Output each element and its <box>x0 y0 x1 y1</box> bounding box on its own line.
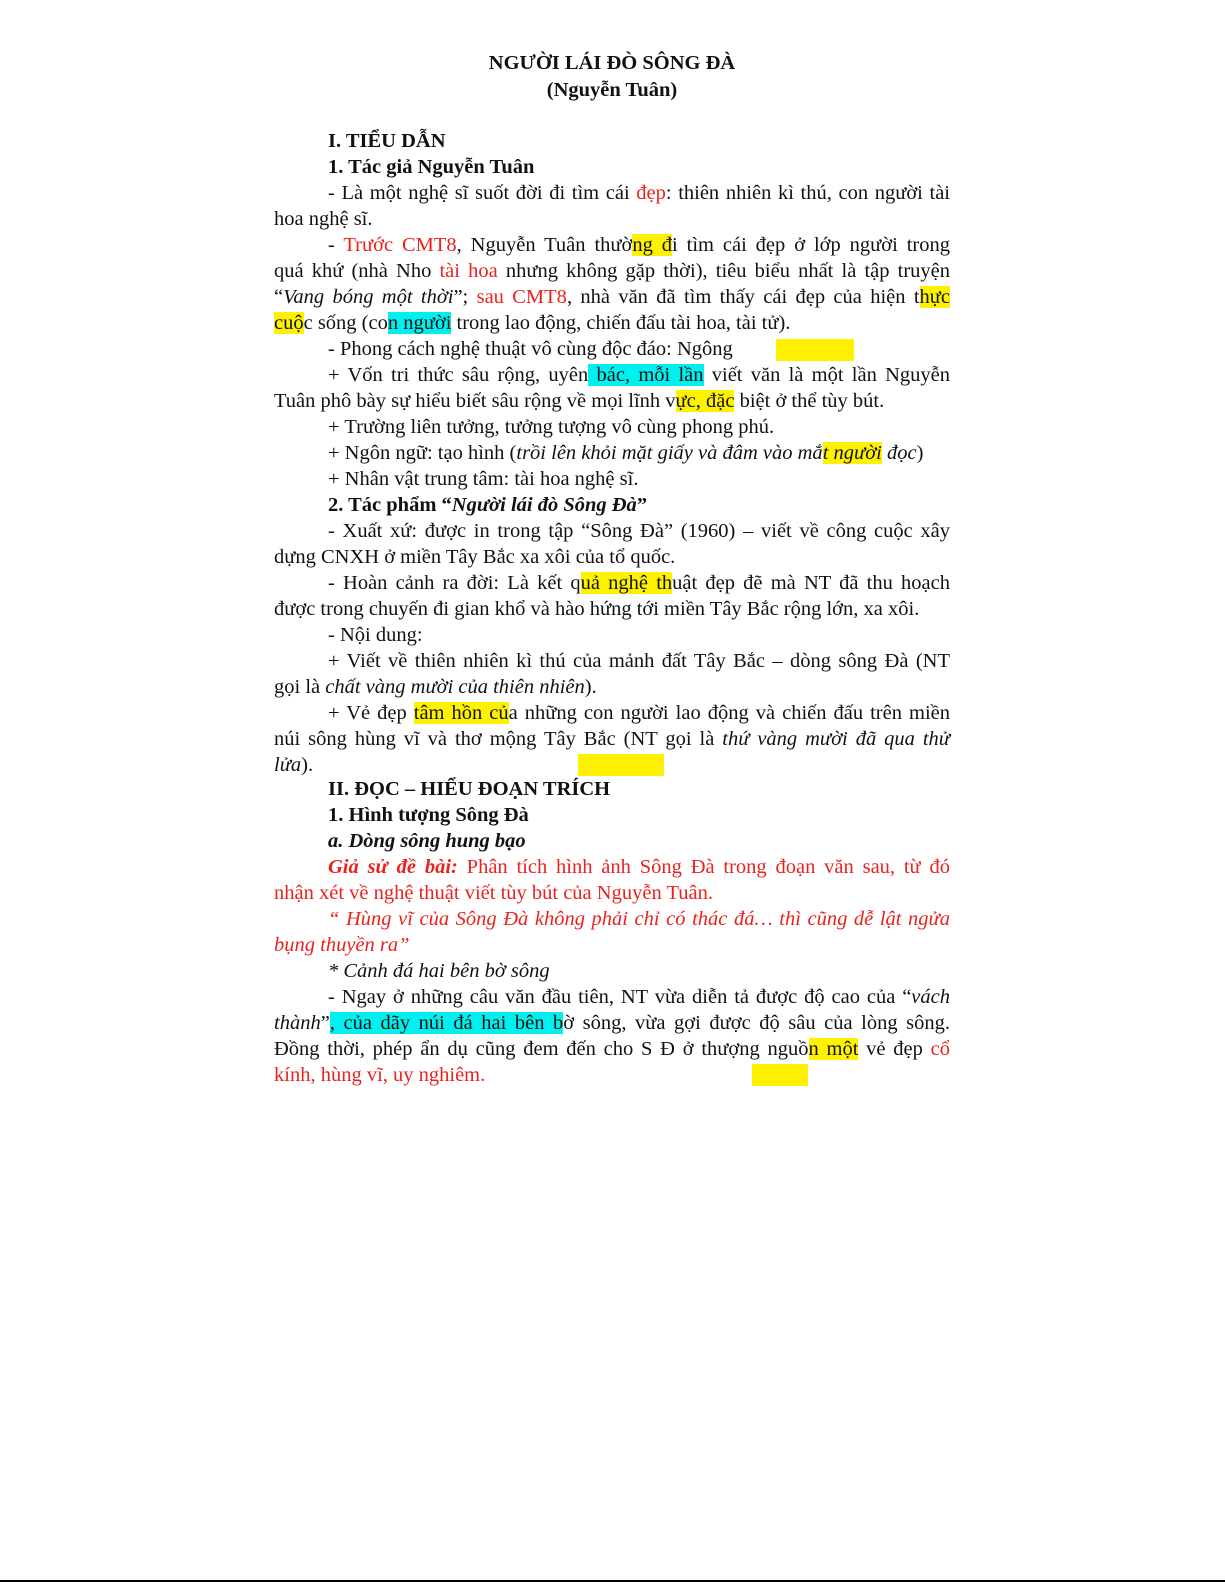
paragraph-line: - Nội dung: <box>328 624 423 646</box>
paragraph-line: + Viết về thiên nhiên kì thú của mảnh đất Tây Bắc – dòng sông Đà (NT <box>328 650 950 672</box>
document-author: (Nguyễn Tuân) <box>546 79 678 101</box>
paragraph-line: được trong chuyến đi gian khổ và hào hứng tới miền Tây Bắc rộng lớn, xa xôi. <box>274 598 920 620</box>
paragraph-line: - Phong cách nghệ thuật vô cùng độc đáo: Ngông <box>328 338 733 360</box>
paragraph-line: + Nhân vật trung tâm: tài hoa nghệ sĩ. <box>328 468 639 490</box>
subsection-heading-author: 1. Tác giả Nguyễn Tuân <box>328 156 535 178</box>
paragraph-line: + Trường liên tưởng, tưởng tượng vô cùng phong phú. <box>328 416 775 438</box>
highlight-mark <box>776 339 854 361</box>
paragraph-line: + Vốn tri thức sâu rộng, uyên bác, mỗi lần viết văn là một lần Nguyễn <box>328 364 950 386</box>
page-bottom-border <box>0 1580 1225 1582</box>
paragraph-line: nhận xét về nghệ thuật viết tùy bút của Nguyễn Tuân. <box>274 882 713 904</box>
subsection-heading-river: a. Dòng sông hung bạo <box>328 830 526 852</box>
paragraph-line: lửa). <box>274 754 314 776</box>
paragraph-line: “ Hùng vĩ của Sông Đà không phải chỉ có thác đá… thì cũng dễ lật ngửa <box>328 908 950 930</box>
paragraph-line: núi sông hùng vĩ và thơ mộng Tây Bắc (NT gọi là thứ vàng mười đã qua thử <box>274 728 950 750</box>
paragraph-line: * Cảnh đá hai bên bờ sông <box>328 960 550 982</box>
paragraph-line: - Trước CMT8, Nguyễn Tuân thường đi tìm cái đẹp ở lớp người trong <box>328 234 950 256</box>
paragraph-line: hoa nghệ sĩ. <box>274 208 373 230</box>
paragraph-line: Đồng thời, phép ẩn dụ cũng đem đến cho S Đ ở thượng nguồn một vẻ đẹp cổ <box>274 1038 950 1060</box>
paragraph-line: + Vẻ đẹp tâm hồn của những con người lao động và chiến đấu trên miền <box>328 702 950 724</box>
highlight-mark <box>752 1064 808 1086</box>
highlight-mark <box>578 754 664 776</box>
paragraph-line: Tuân phô bày sự hiểu biết sâu rộng về mọi lĩnh vực, đặc biệt ở thể tùy bút. <box>274 390 885 412</box>
paragraph-line: - Hoàn cảnh ra đời: Là kết quả nghệ thuật đẹp đẽ mà NT đã thu hoạch <box>328 572 950 594</box>
paragraph-line: - Là một nghệ sĩ suốt đời đi tìm cái đẹp: thiên nhiên kì thú, con người tài <box>328 182 950 204</box>
paragraph-line: quá khứ (nhà Nho tài hoa nhưng không gặp thời), tiêu biểu nhất là tập truyện <box>274 260 950 282</box>
subsection-heading-work: 2. Tác phẩm “Người lái đò Sông Đà” <box>328 494 648 516</box>
subsection-heading-image: 1. Hình tượng Sông Đà <box>328 804 529 826</box>
paragraph-line: “Vang bóng một thời”; sau CMT8, nhà văn đã tìm thấy cái đẹp của hiện thực <box>274 286 951 308</box>
paragraph-line: dựng CNXH ở miền Tây Bắc xa xôi của tổ quốc. <box>274 546 676 568</box>
paragraph-line: bụng thuyền ra” <box>274 934 410 956</box>
paragraph-line: Giả sử đề bài: Phân tích hình ảnh Sông Đà trong đoạn văn sau, từ đó <box>328 856 950 878</box>
paragraph-line: gọi là chất vàng mười của thiên nhiên). <box>274 676 597 698</box>
document-title: NGƯỜI LÁI ĐÒ SÔNG ĐÀ <box>488 52 736 74</box>
paragraph-line: cuộc sống (con người trong lao động, chiến đấu tài hoa, tài tử). <box>274 312 791 334</box>
section-heading-1: I. TIỂU DẪN <box>328 130 446 152</box>
paragraph-line: - Ngay ở những câu văn đầu tiên, NT vừa diễn tả được độ cao của “vách <box>328 986 950 1008</box>
paragraph-line: kính, hùng vĩ, uy nghiêm. <box>274 1064 486 1086</box>
paragraph-line: + Ngôn ngữ: tạo hình (trồi lên khỏi mặt giấy và đâm vào mắt người đọc) <box>328 442 924 464</box>
section-heading-2: II. ĐỌC – HIỂU ĐOẠN TRÍCH <box>328 778 611 800</box>
paragraph-line: - Xuất xứ: được in trong tập “Sông Đà” (1960) – viết về công cuộc xây <box>328 520 950 542</box>
paragraph-line: thành”, của dãy núi đá hai bên bờ sông, vừa gợi được độ sâu của lòng sông. <box>274 1012 951 1034</box>
